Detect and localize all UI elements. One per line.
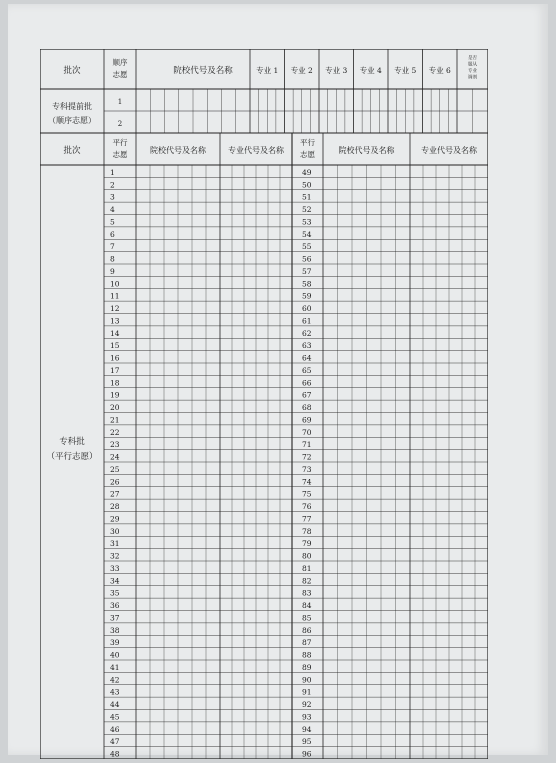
left-row-number: 23: [110, 440, 120, 450]
parallel-header-1: 平行: [112, 138, 128, 147]
right-row-number: 53: [302, 217, 312, 227]
left-row-number: 17: [110, 365, 120, 375]
left-row-number: 38: [110, 625, 120, 635]
batch-header: 批次: [63, 66, 81, 76]
left-row-number: 22: [110, 427, 120, 437]
left-row-number: 6: [110, 229, 115, 239]
left-row-number: 42: [110, 675, 120, 685]
left-row-number: 7: [110, 242, 115, 252]
left-row-number: 39: [110, 638, 120, 648]
form-grid: [40, 49, 488, 759]
obey-header-2: 服从: [468, 62, 477, 68]
major-header-4: 专业 4: [359, 66, 382, 75]
right-row-number: 55: [302, 242, 312, 252]
left-row-number: 18: [110, 378, 120, 388]
left-row-number: 27: [110, 489, 120, 499]
left-row-number: 10: [110, 279, 120, 289]
left-row-number: 35: [110, 588, 120, 598]
order-header-2: 志愿: [112, 70, 128, 79]
major-header-5: 专业 5: [394, 66, 417, 75]
left-row-number: 26: [110, 477, 120, 487]
pre-batch-label: 专科提前批: [52, 102, 92, 111]
right-row-number: 87: [302, 638, 312, 648]
right-row-number: 91: [302, 687, 312, 697]
left-row-number: 29: [110, 514, 120, 524]
left-row-number: 25: [110, 464, 120, 474]
right-row-number: 72: [302, 452, 312, 462]
obey-header-1: 是否: [468, 56, 477, 61]
right-row-number: 61: [302, 316, 312, 326]
parallel-batch-label: 专科批: [59, 437, 85, 447]
right-row-number: 77: [302, 514, 312, 524]
left-row-number: 31: [110, 539, 120, 549]
left-row-number: 43: [110, 687, 120, 697]
right-row-number: 88: [302, 650, 312, 660]
right-row-number: 94: [302, 724, 312, 734]
left-row-number: 41: [110, 662, 120, 672]
right-row-number: 71: [302, 440, 312, 450]
parallel-batch-sublabel: （平行志愿）: [46, 452, 98, 462]
right-row-number: 86: [302, 625, 312, 635]
right-row-number: 75: [302, 489, 312, 499]
right-row-number: 83: [302, 588, 312, 598]
obey-header-4: 调剂: [468, 75, 477, 81]
major-header-1: 专业 1: [256, 66, 279, 75]
left-row-number: 2: [110, 180, 115, 190]
left-row-number: 36: [110, 601, 120, 610]
left-row-number: 5: [110, 217, 115, 227]
right-row-number: 50: [302, 180, 312, 190]
left-row-number: 12: [110, 304, 120, 313]
parallel-header-3: 平行: [300, 138, 315, 147]
pre-row-2: 2: [117, 120, 123, 128]
right-row-number: 81: [302, 563, 312, 573]
major-header-6: 专业 6: [428, 66, 451, 75]
right-row-number: 93: [302, 712, 312, 722]
parallel-header-2: 志愿: [112, 150, 128, 159]
right-row-number: 74: [302, 477, 312, 487]
major-header-2: 专业 2: [290, 66, 313, 75]
left-row-number: 1: [110, 167, 115, 177]
parallel-header-4: 志愿: [300, 150, 315, 159]
major-header-3: 专业 3: [325, 66, 348, 75]
left-row-number: 30: [110, 526, 120, 536]
left-row-number: 28: [110, 502, 120, 511]
left-row-number: 48: [110, 749, 120, 759]
left-row-number: 21: [110, 415, 120, 425]
right-row-number: 90: [302, 675, 312, 685]
left-row-number: 9: [110, 266, 115, 276]
right-row-number: 52: [302, 205, 312, 214]
right-row-number: 85: [302, 613, 312, 623]
left-row-number: 32: [110, 551, 120, 561]
right-row-number: 70: [302, 427, 312, 437]
right-row-number: 79: [302, 539, 312, 549]
left-row-number: 3: [110, 192, 115, 202]
parallel-batch-header: 批次: [63, 146, 81, 156]
school-header: 院校代号及名称: [173, 66, 233, 76]
right-row-number: 68: [302, 403, 312, 412]
right-row-number: 92: [302, 700, 312, 709]
left-row-number: 20: [110, 403, 120, 412]
left-row-number: 45: [110, 712, 120, 722]
right-row-number: 57: [302, 266, 312, 276]
parallel-major-header-2: 专业代号及名称: [421, 146, 477, 155]
left-row-number: 47: [110, 737, 120, 747]
pre-row-1: 1: [117, 98, 123, 106]
right-row-number: 54: [302, 229, 312, 239]
left-row-number: 40: [110, 650, 120, 660]
left-row-number: 46: [110, 724, 120, 734]
right-row-number: 73: [302, 464, 312, 474]
right-row-number: 67: [302, 390, 312, 400]
left-row-number: 34: [110, 576, 120, 586]
left-row-number: 11: [110, 291, 120, 301]
left-row-number: 15: [110, 341, 120, 351]
left-row-number: 14: [110, 328, 120, 338]
parallel-major-header: 专业代号及名称: [228, 146, 284, 155]
right-row-number: 49: [302, 167, 312, 177]
order-header-1: 顺序: [112, 58, 128, 67]
right-row-number: 64: [302, 353, 312, 363]
right-row-number: 78: [302, 526, 312, 536]
form-sheet: [8, 4, 548, 759]
right-row-number: 63: [302, 341, 312, 351]
right-row-number: 58: [302, 279, 312, 289]
left-row-number: 16: [110, 353, 120, 363]
left-row-number: 4: [110, 205, 115, 214]
right-row-number: 62: [302, 328, 312, 338]
right-row-number: 59: [302, 291, 312, 301]
right-row-number: 60: [302, 304, 312, 313]
right-row-number: 95: [302, 737, 312, 747]
right-row-number: 51: [302, 192, 312, 202]
left-row-number: 24: [110, 452, 120, 462]
right-row-number: 82: [302, 576, 312, 586]
parallel-school-header: 院校代号及名称: [150, 146, 206, 155]
right-row-number: 66: [302, 378, 312, 388]
left-row-number: 8: [110, 254, 115, 264]
left-row-number: 19: [110, 390, 120, 400]
right-row-number: 65: [302, 365, 312, 375]
application-form-table: [40, 49, 488, 759]
right-row-number: 76: [302, 502, 312, 511]
right-row-number: 84: [302, 601, 312, 610]
right-row-number: 96: [302, 749, 312, 759]
right-row-number: 80: [302, 551, 312, 561]
left-row-number: 33: [110, 563, 120, 573]
left-row-number: 37: [110, 613, 120, 623]
right-row-number: 56: [302, 254, 312, 264]
left-row-number: 44: [110, 700, 120, 709]
parallel-school-header-2: 院校代号及名称: [338, 146, 395, 155]
left-row-number: 13: [110, 316, 120, 326]
obey-header-3: 专业: [468, 69, 477, 74]
pre-batch-sublabel: （顺序志愿）: [48, 116, 96, 125]
right-row-number: 89: [302, 662, 312, 672]
right-row-number: 69: [302, 415, 312, 425]
